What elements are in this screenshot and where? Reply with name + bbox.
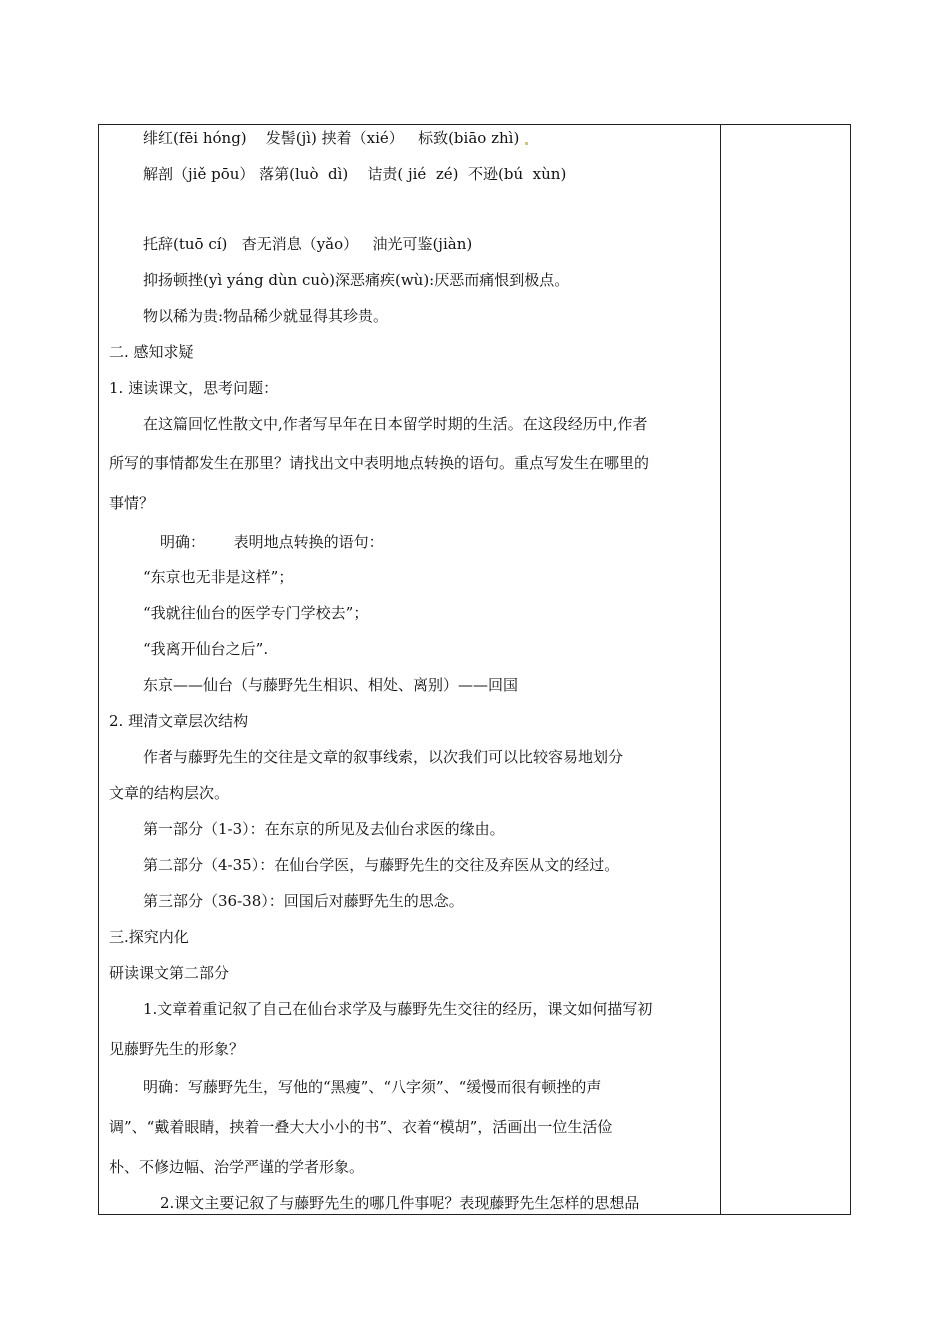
quote-line: “我离开仙台之后”. (143, 640, 269, 658)
paragraph-line: 调”、“戴着眼睛，挟着一叠大大小小的书”、衣着“模胡”，活画出一位生活俭 (109, 1118, 613, 1136)
question-1-heading: 1. 速读课文，思考问题： (109, 379, 279, 397)
vocab-line-2: 解剖（jiě pōu） 落第(luò dì) 诘责( jié zé) 不逊(bú xùn) (143, 165, 567, 183)
part-line: 第三部分（36-38）：回国后对藤野先生的思念。 (143, 892, 464, 910)
subheading: 研读课文第二部分 (109, 964, 230, 982)
location-summary: 东京——仙台（与藤野先生相识、相处、离别）——回国 (143, 676, 519, 694)
answer-label: 明确： 表明地点转换的语句： (160, 533, 384, 551)
section-heading-3: 三.探究内化 (109, 928, 189, 946)
vocab-line-5: 物以稀为贵:物品稀少就显得其珍贵。 (143, 307, 389, 325)
quote-line: “我就往仙台的医学专门学校去”； (143, 604, 369, 622)
vocab-line-4: 抑扬顿挫(yì yáng dùn cuò)深恶痛疾(wù):厌恶而痛恨到极点。 (143, 271, 570, 289)
paragraph-line: 在这篇回忆性散文中,作者写早年在日本留学时期的生活。在这段经历中,作者 (143, 415, 648, 433)
paragraph-line: 见藤野先生的形象？ (109, 1040, 245, 1058)
paragraph-line: 文章的结构层次。 (109, 784, 230, 802)
quote-line: “东京也无非是这样”； (143, 568, 294, 586)
paragraph-line: 作者与藤野先生的交往是文章的叙事线索，以次我们可以比较容易地划分 (143, 748, 624, 766)
vocab-line-3: 托辞(tuō cí) 杳无消息（yǎo） 油光可鉴(jiàn) (143, 235, 473, 253)
vocab-line-1: 绯红(fēi hóng) 发髻(jì) 挟着（xié） 标致(biāo zhì) (143, 128, 529, 148)
paragraph-line: 所写的事情都发生在那里？请找出文中表明地点转换的语句。重点写发生在哪里的 (109, 454, 650, 472)
part-line: 第二部分（4-35）：在仙台学医，与藤野先生的交往及弃医从文的经过。 (143, 856, 620, 874)
section-heading-2: 二. 感知求疑 (109, 343, 194, 361)
part-line: 第一部分（1-3）：在东京的所见及去仙台求医的缘由。 (143, 820, 505, 838)
paragraph-line: 1.文章着重记叙了自己在仙台求学及与藤野先生交往的经历，课文如何描写初 (143, 1000, 653, 1018)
question-2-heading: 2. 理清文章层次结构 (109, 712, 249, 730)
column-divider (720, 124, 721, 1215)
marker-dot (525, 142, 528, 145)
paragraph-line: 事情？ (109, 494, 155, 512)
paragraph-line: 2.课文主要记叙了与藤野先生的哪几件事呢？表现藤野先生怎样的思想品 (160, 1194, 640, 1212)
paragraph-line: 明确：写藤野先生，写他的“黑瘦”、“八字须”、“缓慢而很有顿挫的声 (143, 1078, 602, 1096)
paragraph-line: 朴、不修边幅、治学严谨的学者形象。 (109, 1158, 365, 1176)
